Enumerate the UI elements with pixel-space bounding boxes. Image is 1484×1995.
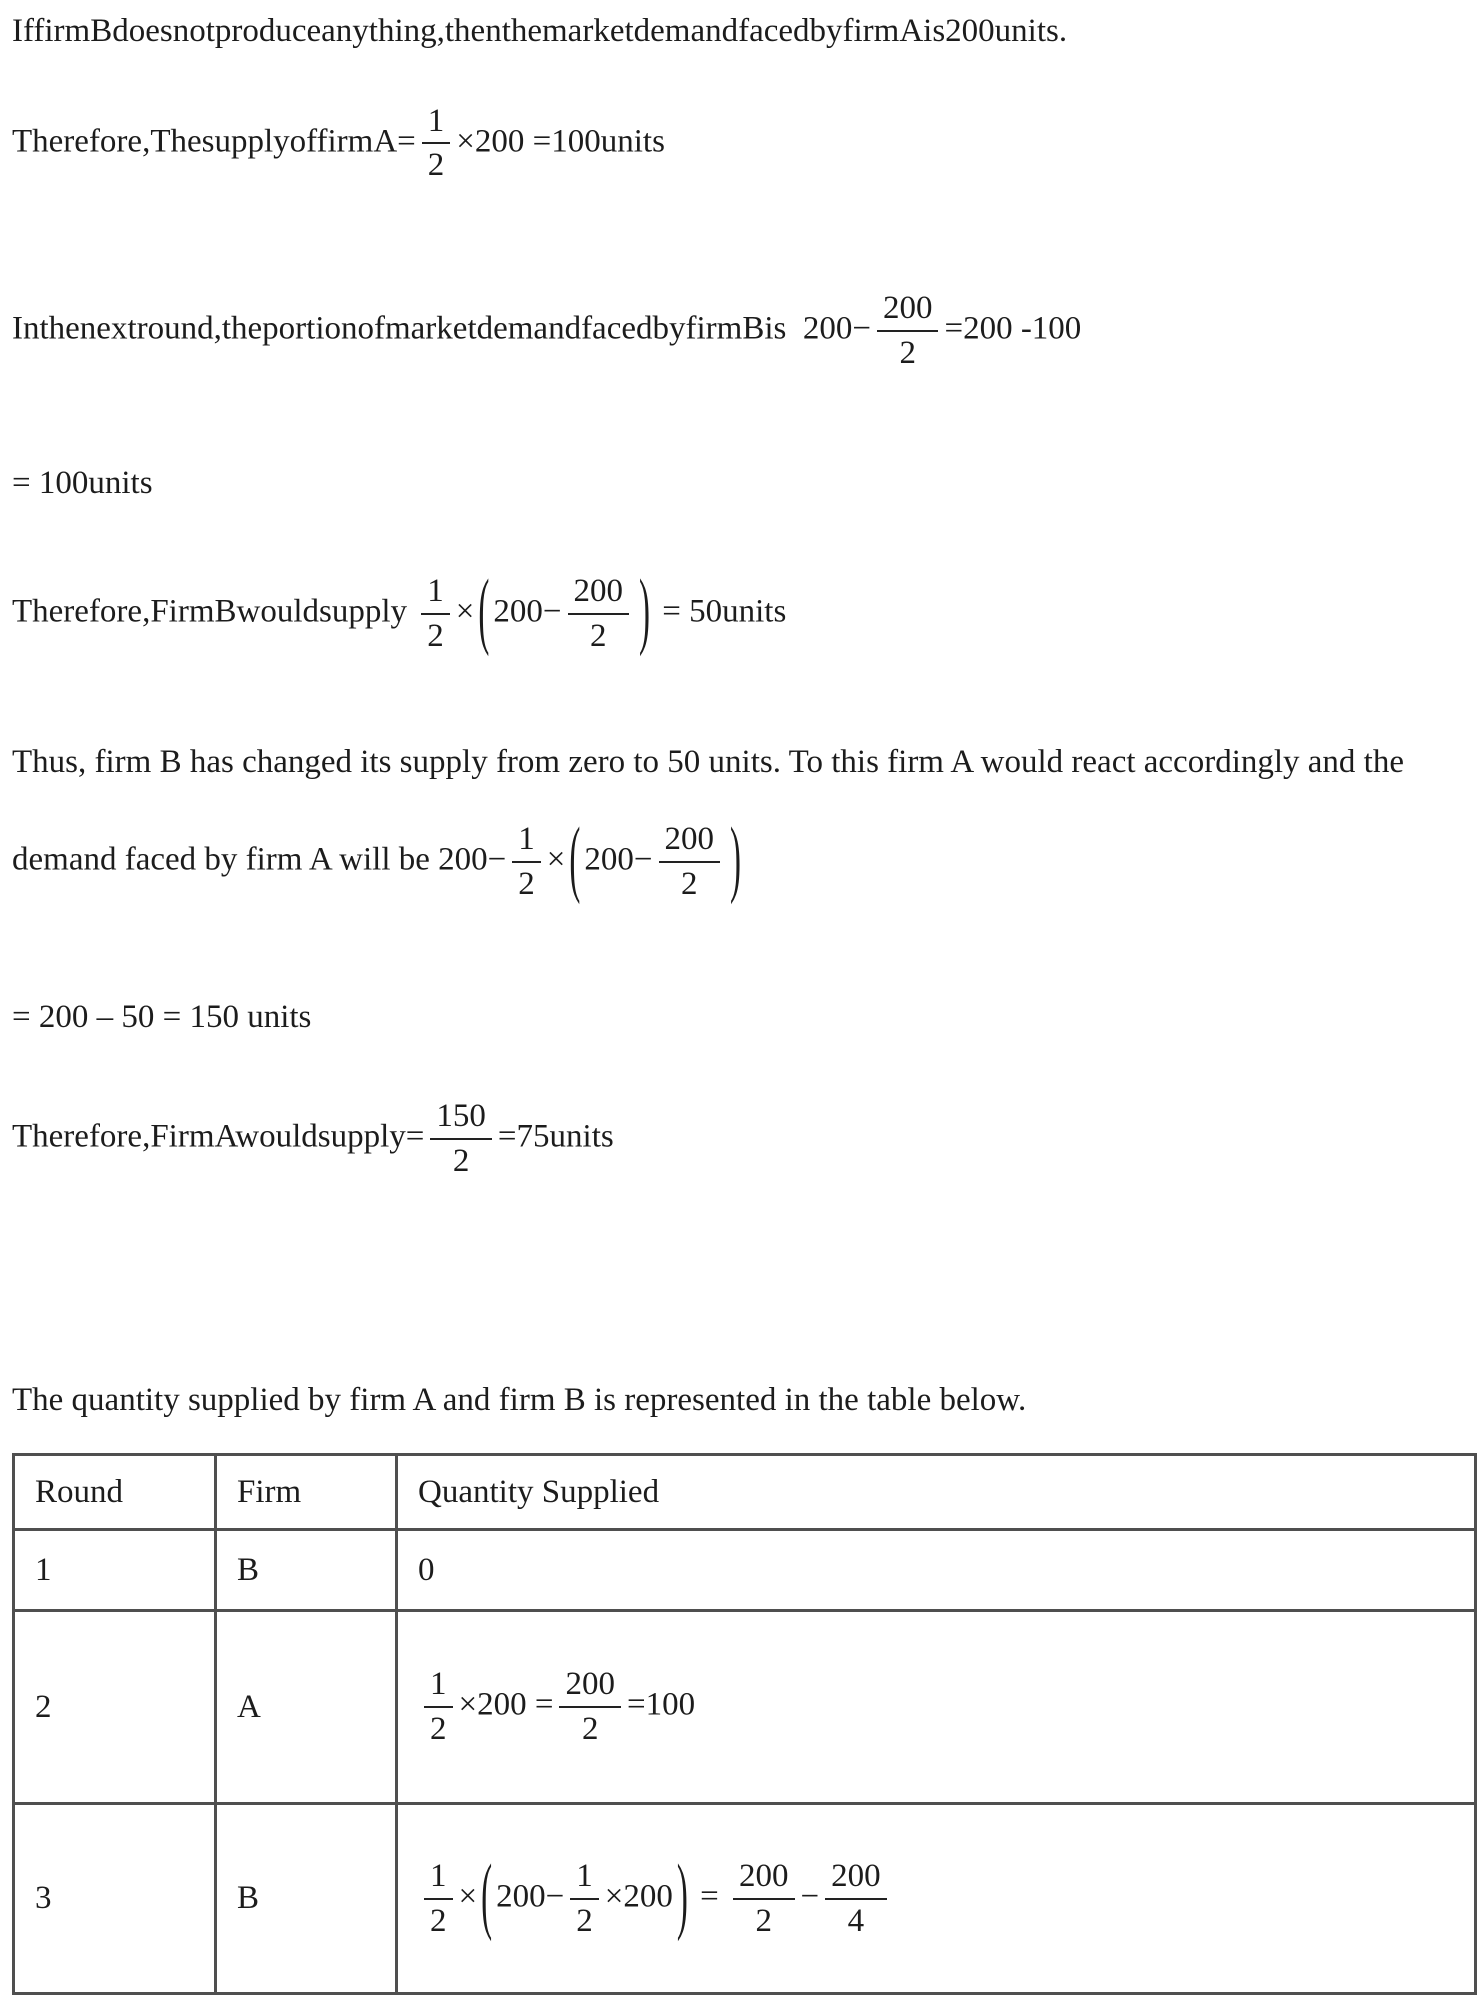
cell-round: 3 <box>14 1804 216 1994</box>
fraction: $\frac{200}{2}$ <box>559 1665 621 1749</box>
table-row <box>14 1611 1476 1804</box>
formula-text: = 50units <box>654 593 787 630</box>
fraction: $\frac{200}{2}$ <box>877 289 939 373</box>
formula-text: 200− <box>493 593 562 630</box>
formula-text: Therefore,ThesupplyoffirmA= <box>12 123 416 160</box>
formula-text: =100 <box>626 1686 696 1723</box>
formula-text: demand faced by firm A will be 200− <box>12 841 507 878</box>
formula-text: 0 <box>418 1551 435 1588</box>
cell-firm: B <box>216 1530 397 1611</box>
formula-text: = 200 – 50 = 150 units <box>12 999 312 1036</box>
fraction: $\frac{200}{4}$ <box>825 1857 887 1941</box>
cell-round: 1 <box>14 1530 216 1611</box>
open-paren: ( <box>569 813 581 907</box>
paragraph-equals-100-units <box>12 462 1472 506</box>
formula-text: Therefore,FirmAwouldsupply= <box>12 1118 425 1155</box>
fraction: $\frac{150}{2}$ <box>430 1097 492 1181</box>
formula-text: The quantity supplied by firm A and firm B is represented in the table below. <box>12 1381 1027 1418</box>
cell-quantity <box>397 1611 1476 1804</box>
paragraph-table-intro <box>12 1379 1472 1423</box>
cell-firm: B <box>216 1804 397 1994</box>
header-firm: Firm <box>216 1455 397 1530</box>
fraction: $\frac{200}{2}$ <box>733 1857 795 1941</box>
paragraph-next-round-demand-b <box>12 289 1472 373</box>
formula-text: ×200 <box>604 1878 673 1915</box>
cell-firm: A <box>216 1611 397 1804</box>
fraction: $\frac{1}{2}$ <box>424 1857 453 1941</box>
fraction: $\frac{1}{2}$ <box>421 572 450 656</box>
cell-quantity <box>397 1804 1476 1994</box>
cell-round: 2 <box>14 1611 216 1804</box>
formula-text: =200 -100 <box>944 310 1082 347</box>
formula-text: Thus, firm B has changed its supply from zero to 50 units. To this firm A would react accordingly and the <box>12 743 1404 780</box>
fraction: $\frac{200}{2}$ <box>568 572 630 656</box>
fraction: $\frac{1}{2}$ <box>422 102 451 186</box>
close-paren: ) <box>730 813 741 907</box>
formula-text: × <box>458 1878 478 1915</box>
fraction: $\frac{1}{2}$ <box>512 820 541 904</box>
formula-text: ×200 = <box>458 1686 554 1723</box>
formula-text: Therefore,FirmBwouldsupply <box>12 593 416 630</box>
header-round: Round <box>14 1455 216 1530</box>
fraction: $\frac{1}{2}$ <box>424 1665 453 1749</box>
table-row <box>14 1530 1476 1611</box>
supply-table-wrapper <box>12 1453 1472 1995</box>
cell-quantity <box>397 1530 1476 1611</box>
paragraph-demand-faced-by-a <box>12 813 1472 907</box>
open-paren: ( <box>481 1850 493 1945</box>
formula-text: − <box>800 1878 820 1915</box>
paragraph-firm-b-changed <box>12 741 1472 785</box>
formula-text: 200− <box>584 841 653 878</box>
paragraph-firm-a-supply <box>12 1097 1472 1181</box>
formula-text: =75units <box>497 1118 614 1155</box>
table-header-row <box>14 1455 1476 1530</box>
open-paren: ( <box>478 564 490 659</box>
formula-text: = 100units <box>12 465 153 502</box>
paragraph-market-demand-intro <box>12 10 1472 54</box>
paragraph-supply-firm-a <box>12 102 1472 186</box>
paragraph-equals-150-units <box>12 996 1472 1040</box>
fraction: $\frac{1}{2}$ <box>570 1857 599 1941</box>
paragraph-firm-b-supply <box>12 564 1472 659</box>
formula-text: × <box>455 593 475 630</box>
formula-text: ×200 =100units <box>456 123 665 160</box>
close-paren: ) <box>676 1850 688 1945</box>
formula-text: IffirmBdoesnotproduceanything,thenthemarketdemandfacedbyfirmAis200units. <box>12 13 1068 49</box>
formula-text: 200− <box>496 1878 565 1915</box>
formula-text: × <box>546 841 566 878</box>
table-row <box>14 1804 1476 1994</box>
close-paren: ) <box>639 564 651 659</box>
supply-table <box>12 1453 1477 1995</box>
formula-text: Inthenextround,theportionofmarketdemandfacedbyfirmBis 200− <box>12 310 871 347</box>
fraction: $\frac{200}{2}$ <box>659 820 721 904</box>
formula-text: = <box>691 1878 727 1915</box>
header-quantity-supplied: Quantity Supplied <box>397 1455 1476 1530</box>
